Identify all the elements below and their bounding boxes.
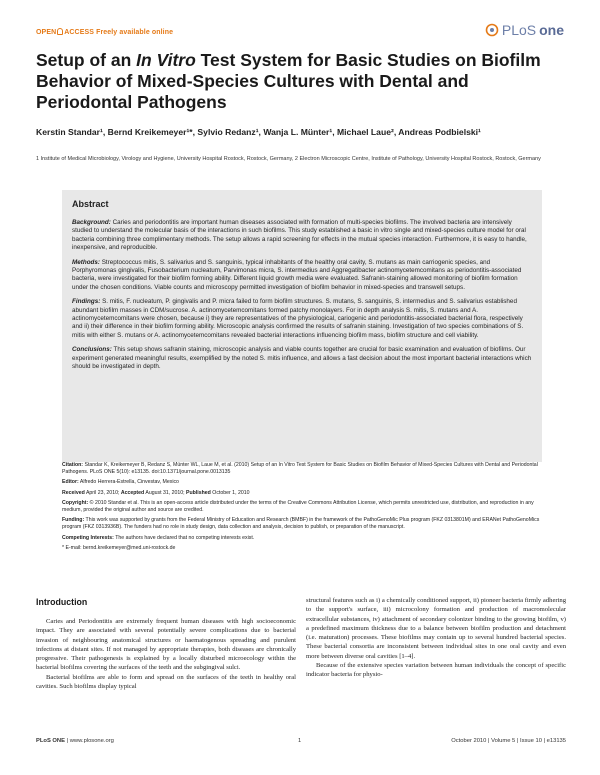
author-list: Kerstin Standar¹, Bernd Kreikemeyer¹*, Sylvio Redanz¹, Wanja L. Münter¹, Michael Laue², Andreas Podbielski¹ (36, 127, 481, 137)
intro-paragraph: structural features such as i) a chemically conditioned support, ii) pioneer bacteria firmly adhering to the support's surface, iii) microcolony formation and production of macromolecular extracellular substances, iv) attachment of secondary colonizer binding to the growing biofilm, v) a predefined maximum thickness due to a balance between biofilm production and detachment (i.e. maturation) processes. These biofilms may contain up to several hundred bacterial species. These bacterial consortia are inconsistent between individual sites in one oral cavity and even more between diverse oral cavities [1–4]. (306, 597, 566, 660)
footer-journal: PLoS ONE | www.plosone.org (36, 738, 114, 744)
abstract-methods: Methods: Streptococcus mitis, S. salivarius and S. sanguinis, typical inhabitants of the healthy oral cavity, S. mutans as main carriogenic species, and Porphyromonas gingivalis, Fusobacterium nucleatum, Parvimonas micra, S. intermedius and Aggregatibacter actinomycetemcomitans as periodontitis-associated bacteria, were investigated for their biofilm forming ability. Different liquid growth media were evaluated. Safranin-staining allowed monitoring of biofilm formation under the chosen conditions. Viable counts and microscopy permitted investigation of biofilm behavior in mixed-species and transwell setups. (72, 258, 522, 291)
abstract-conclusions: Conclusions: This setup shows safranin staining, microscopic analysis and viable counts together are crucial for basic examination and evaluation of biofilms. Our experiment generated meaningful results, exemplified by the noted S. mitis influence, and allows a fast decision about the most important bacterial interactions which should be investigated in depth. (72, 346, 532, 371)
corresponding-email[interactable]: * E-mail: bernd.kreikemeyer@med.uni-rostock.de (62, 544, 176, 551)
introduction-heading: Introduction (36, 597, 88, 607)
page-number: 1 (298, 738, 302, 744)
intro-column-left (36, 617, 296, 691)
paper-title: Setup of an In Vitro Test System for Basic Studies on Biofilm Behavior of Mixed-Species Cultures with Dental and Periodontal Pathogens (36, 50, 541, 112)
copyright: Copyright: © 2010 Standar et al. This is an open-access article distributed under the terms of the Creative Commons Attribution License, which permits unrestricted use, distribution, and reproduction in any medium, provided the original author and source are credited. (62, 499, 534, 514)
journal-logo: PLoS one (485, 22, 564, 38)
abstract-box (62, 190, 542, 462)
affiliations: 1 Institute of Medical Microbiology, Virology and Hygiene, University Hospital Rostock, Rostock, Germany, 2 Electron Microscopic Centre, Institute of Pathology, University Hospital Rostock, Rostock, Germany (36, 156, 541, 162)
competing-interests: Competing Interests: The authors have declared that no competing interests exist. (62, 534, 255, 541)
editor: Editor: Alfredo Herrera-Estrella, Cinvestav, Mexico (62, 479, 179, 486)
free-available-text: Freely available online (96, 29, 174, 36)
intro-column-right (306, 596, 566, 680)
open-access-label: OPEN ACCESS Freely available online (36, 29, 174, 36)
intro-paragraph: Bacterial biofilms are able to form and spread on the surfaces of the teeth in healthy oral cavities. Such biofilms display typical (36, 673, 296, 691)
intro-paragraph: Because of the extensive species variation between human individuals the concept of specific indicator bacteria for physio- (306, 662, 566, 679)
abstract-findings: Findings: S. mitis, F. nucleatum, P. gingivalis and P. micra failed to form biofilm structures. S. mutans, S. sanguinis, S. intermedius and S. salivarius established abundant biofilm masses in CDM/sucrose. A. actinomycetemcomitans formed patchy monolayers. For in depth analysis S. mitis, S. mutans and A. actinomycetemcomitans were chosen, because i) they are representatives of the physiological, cariogenic and periodontitis-associated bacterial flora, respectively and ii) their difference in their biofilm forming ability. Microscopic analysis confirmed the results of safranin staining. Investigation of two species combinations of S. mitis with either S. mutans or A. actinomycetemcomitans revealed bacterial interactions influencing biofilm mass, biofilm structure and cell viability. (72, 298, 524, 339)
citation: Citation: Standar K, Kreikemeyer B, Redanz S, Münter WL, Laue M, et al. (2010) Setup of an In Vitro Test System for Basic Studies on Biofilm Behavior of Mixed-Species Cultures with Dental and Periodontal Pathogens. PLoS ONE 5(10): e13135. doi:10.1371/journal.pone.0013135 (62, 462, 538, 476)
funding: Funding: This work was supported by grants from the Federal Ministry of Education and Research (BMBF) in the framework of the PathoGenoMic Plus program (FKZ 0313801M) and ERANet PathoGenoMics program (FKZ 0313936B). The funders had no role in study design, data collection and analysis, decision to publish, or preparation of the manuscript. (62, 517, 540, 531)
dates: Received April 23, 2010; Accepted August 31, 2010; Published October 1, 2010 (62, 489, 250, 496)
intro-paragraph: Caries and Periodontitis are extremely frequent human diseases with high socioeconomic impact. They are associated with several potentially severe complications due to bacterial invasion of neighbouring anatomical structures or haematogenous spreading and purulent infections at distant sites. If not managed by appropriate therapies, both diseases are chronically progressive. Their pathogenesis is explained by a locally disturbed microecology within the bacterial biofilms covering the surfaces of the teeth and the subgingival sulci. (36, 618, 296, 672)
article-metadata (62, 462, 542, 555)
plos-swirl-icon (485, 23, 499, 37)
open-lock-icon (57, 28, 63, 35)
abstract-background: Background: Caries and periodontitis are important human diseases associated with formation of multi-species biofilms. The involved bacteria are intensively studied to understand the molecular basis of the interactions in such biofilms. This study established a basic in vitro single and mixed-species culture model for oral bacteria combining three complimentary methods. The setup allows a rapid screening for effects in the mutual species interaction. Furthermore, it is easy to handle, inexpensive, and reproducible. (72, 219, 527, 252)
footer-issue: October 2010 | Volume 5 | Issue 10 | e13135 (451, 738, 566, 744)
abstract-heading: Abstract (72, 199, 109, 209)
